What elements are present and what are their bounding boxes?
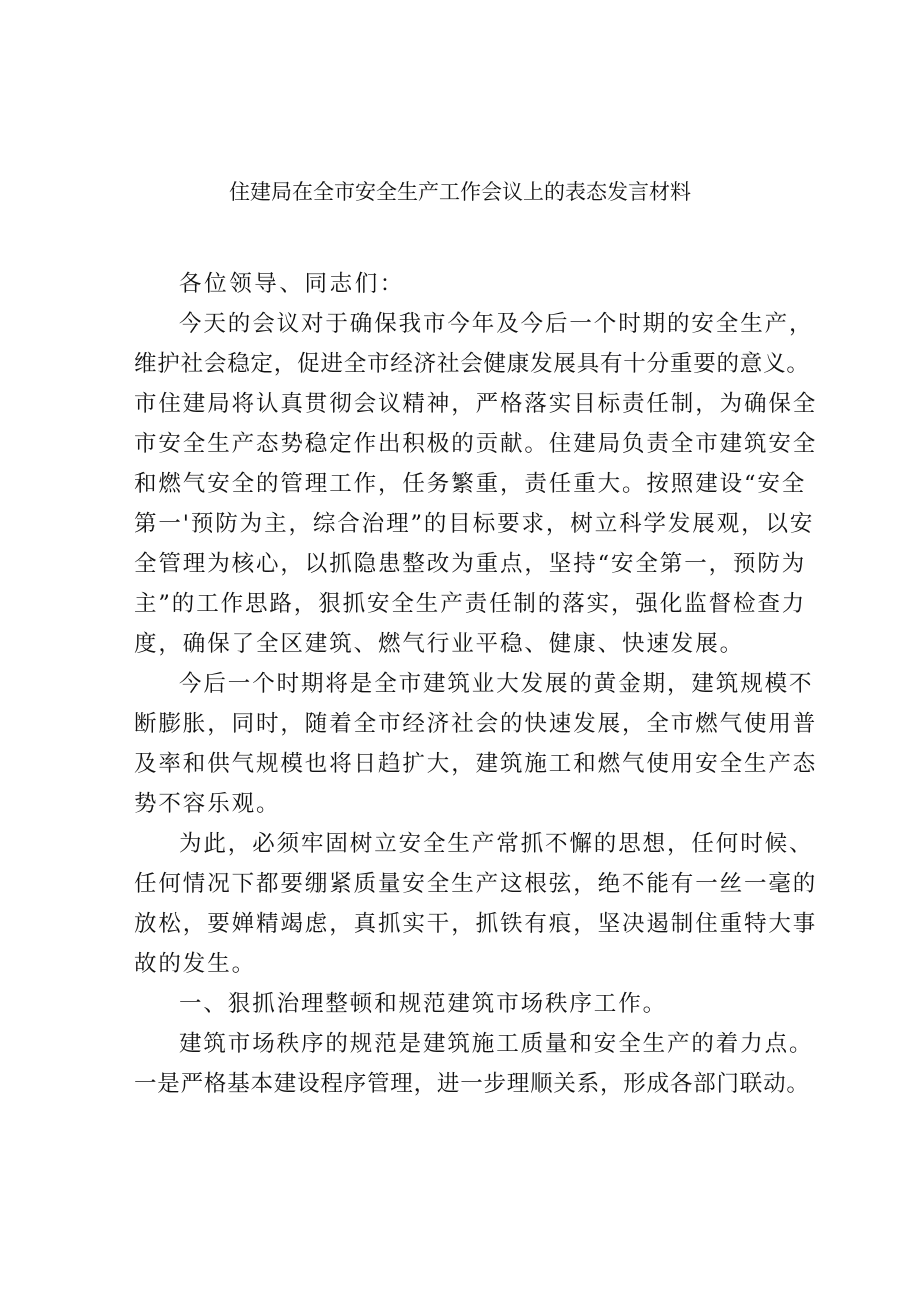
paragraph-line: 维护社会稳定，促进全市经济社会健康发展具有十分重要的意义。 xyxy=(134,351,810,377)
paragraph-line: 第一'预防为主，综合治理”的目标要求，树立科学发展观，以安 xyxy=(134,511,815,537)
paragraph-line: 今天的会议对于确保我市今年及今后一个时期的安全生产， xyxy=(179,311,814,337)
salutation: 各位领导、同志们： xyxy=(179,271,405,297)
paragraph-line: 今后一个时期将是全市建筑业大发展的黄金期，建筑规模不 xyxy=(179,671,814,697)
paragraph-line: 放松，要婵精竭虑，真抓实干，抓铁有痕，坚决遏制住重特大事 xyxy=(134,911,818,937)
paragraph-line: 和燃气安全的管理工作，任务繁重，责任重大。按照建设“安全 xyxy=(134,471,807,497)
section-heading-line: 一、狠抓治理整顿和规范建筑市场秩序工作。 xyxy=(179,991,668,1017)
paragraph-line: 为此，必须牢固树立安全生产常抓不懈的思想，任何时候、 xyxy=(179,831,814,857)
paragraph-line: 势不容乐观。 xyxy=(134,791,281,817)
section-heading xyxy=(134,984,806,1024)
paragraph-line: 断膨胀，同时，随着全市经济社会的快速发展，全市燃气使用普 xyxy=(134,711,818,737)
paragraph-line: 及率和供气规模也将日趋扩大，建筑施工和燃气使用安全生产态 xyxy=(134,751,818,777)
paragraph xyxy=(134,664,818,824)
paragraph-line: 故的发生。 xyxy=(134,951,257,977)
paragraph-line: 一是严格基本建设程序管理，进一步理顺关系，形成各部门联动。 xyxy=(134,1071,810,1097)
paragraph-line: 市安全生产态势稳定作出积极的贡献。住建局负责全市建筑安全 xyxy=(134,431,818,457)
paragraph xyxy=(134,1024,814,1104)
paragraph xyxy=(134,824,818,984)
paragraph-line: 建筑市场秩序的规范是建筑施工质量和安全生产的着力点。 xyxy=(179,1031,814,1057)
paragraph-line: 度，确保了全区建筑、燃气行业平稳、健康、快速发展。 xyxy=(134,631,745,657)
paragraph-line: 市住建局将认真贯彻会议精神，严格落实目标责任制，为确保全 xyxy=(134,391,818,417)
document-title: 住建局在全市安全生产工作会议上的表态发言材料 xyxy=(229,180,691,204)
document-body xyxy=(134,264,818,1104)
paragraph-line: 任何情况下都要绷紧质量安全生产这根弦，绝不能有一丝一毫的 xyxy=(134,871,818,897)
paragraph-line: 主”的工作思路，狠抓安全生产责任制的落实，强化监督检查力 xyxy=(134,591,807,617)
paragraph-line: 全管理为核心，以抓隐患整改为重点，坚持“安全第一，预防为 xyxy=(134,551,807,577)
paragraph xyxy=(134,304,818,664)
